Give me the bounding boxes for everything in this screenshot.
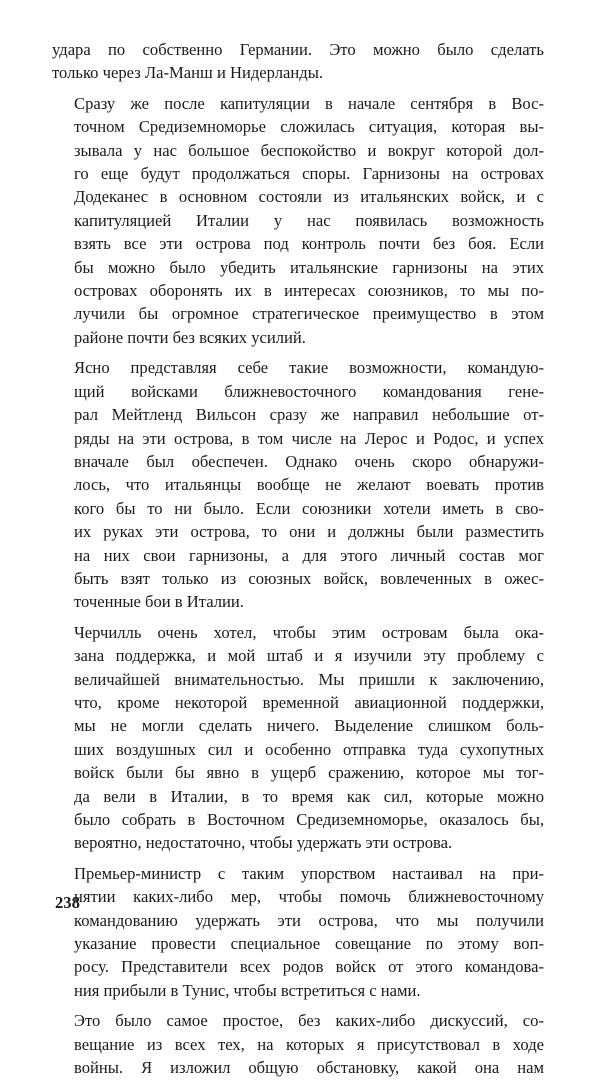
text-line: взять все эти острова под контроль почти без боя. Если (74, 234, 544, 254)
text-line: быть взят только из союзных войск, вовлеченных в ожес- (74, 568, 544, 588)
paragraph (52, 862, 544, 1002)
text-line: ния прибыли в Тунис, чтобы встретиться с нами. (74, 980, 421, 1000)
paragraph (52, 621, 544, 855)
text-line: на них свои гарнизоны, а для этого личный состав мог (74, 545, 544, 565)
paragraph (52, 356, 544, 613)
text-line: вещание из всех тех, на которых я присутствовал в ходе (74, 1034, 544, 1054)
text-line: Ясно представляя себе такие возможности, командую- (74, 358, 544, 378)
text-line: мы не могли сделать ничего. Выделение слишком боль- (74, 716, 544, 736)
text-line: было собрать в Восточном Средиземноморье, оказалось бы, (74, 810, 544, 829)
text-line: ряды на эти острова, в том числе на Лерос и Родос, и успех (74, 428, 544, 448)
text-line: Премьер-министр с таким упорством настаивал на при- (74, 863, 544, 883)
text-line: кого бы то ни было. Если союзники хотели иметь в сво- (74, 498, 544, 518)
text-line: вероятно, недостаточно, чтобы удержать эти острова. (74, 833, 453, 853)
text-line: нятии каких-либо мер, чтобы помочь ближневосточному (74, 887, 544, 907)
page-number: 238 (55, 893, 80, 912)
text-line: ших воздушных сил и особенно отправка туда сухопутных (74, 739, 544, 759)
text-line: да вели в Италии, в то время как сил, которые можно (74, 786, 544, 806)
text-line: Черчилль очень хотел, чтобы этим островам была ока- (74, 622, 544, 642)
text-line: Сразу же после капитуляции в начале сентября в Вос- (74, 93, 544, 113)
text-line: что, кроме некоторой временной авиационной поддержки, (74, 692, 544, 712)
text-line: Додеканес в основном состояли из итальянских войск, и с (74, 187, 544, 207)
text-line: войны. Я изложил общую обстановку, какой она нам (74, 1058, 544, 1078)
text-line: лучили бы огромное стратегическое преимущество в этом (74, 304, 544, 324)
text-line: командованию удержать эти острова, что мы получили (74, 910, 544, 930)
text-line: зывала у нас большое беспокойство и вокруг которой дол- (74, 140, 544, 160)
text-line: точном Средиземноморье сложилась ситуация, которая вы- (74, 117, 544, 137)
paragraph (52, 38, 544, 85)
text-line: величайшей внимательностью. Мы пришли к заключению, (74, 669, 544, 689)
text-line: их руках эти острова, то они и должны были разместить (74, 522, 544, 542)
text-line: удара по собственно Германии. Это можно было сделать (52, 40, 544, 59)
page-text-block (52, 38, 544, 1086)
text-line: островах оборонять их в интересах союзников, то мы по- (74, 281, 544, 301)
text-line: войск были бы явно в ущерб сражению, которое мы тог- (74, 763, 544, 783)
text-line: только через Ла-Манш и Нидерланды. (52, 63, 324, 83)
text-line: лось, что итальянцы вообще не желают воевать против (74, 475, 544, 495)
text-line: Это было самое простое, без каких-либо дискуссий, со- (74, 1011, 544, 1031)
text-line: капитуляцией Италии у нас появилась возможность (74, 210, 544, 230)
text-line: районе почти без всяких усилий. (74, 327, 306, 347)
text-line: бы можно было убедить итальянские гарнизоны на этих (74, 257, 544, 277)
text-line: го еще будут продолжаться споры. Гарнизоны на островах (74, 164, 544, 184)
paragraph (52, 1009, 544, 1079)
paragraph (52, 92, 544, 349)
text-line: зана поддержка, и мой штаб и я изучили эту проблему с (74, 646, 544, 666)
text-line: указание провести специальное совещание по этому воп- (74, 934, 544, 954)
text-line: точенные бои в Италии. (74, 592, 244, 612)
text-line: щий войсками ближневосточного командования гене- (74, 381, 544, 401)
text-line: рал Мейтленд Вильсон сразу же направил небольшие от- (74, 405, 544, 425)
text-line: вначале был обеспечен. Однако очень скоро обнаружи- (74, 451, 544, 471)
text-line: росу. Представители всех родов войск от этого командова- (74, 957, 544, 977)
